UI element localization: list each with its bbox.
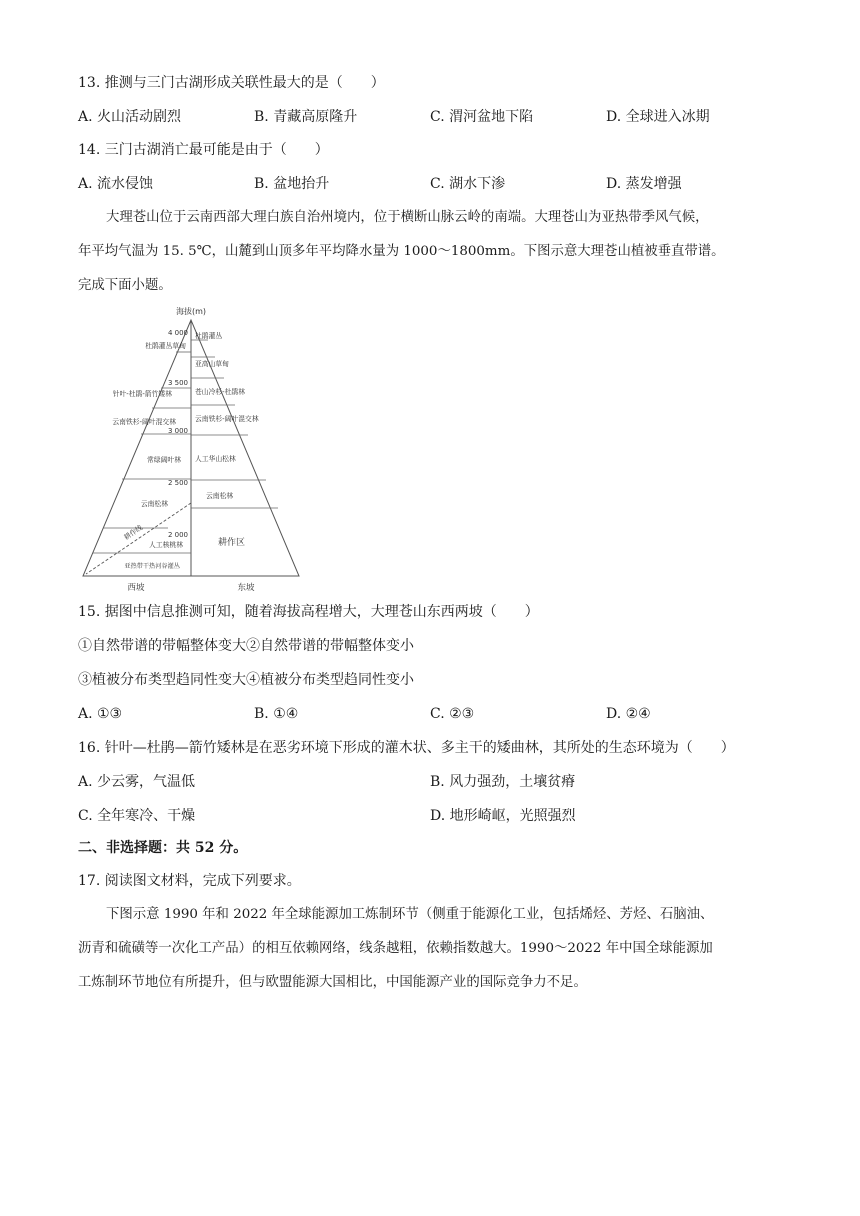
west-zone-label: 人工核桃林 — [149, 541, 183, 549]
material-line-3: 完成下面小题。 — [78, 278, 172, 293]
q14-option-d: D. 蒸发增强 — [606, 176, 682, 192]
q13-option-b: B. 青藏高原隆升 — [254, 109, 358, 125]
q13-option-d: D. 全球进入冰期 — [606, 109, 710, 125]
q17-line-2: 沥青和硫磺等一次化工产品）的相互依赖网络，线条越粗，依赖指数越大。1990～2022 年中国全球能源加 — [78, 941, 713, 956]
q15-stem: 15. 据图中信息推测可知，随着海拔高程增大，大理苍山东西两坡（ ） — [78, 604, 539, 620]
q13-option-a: A. 火山活动剧烈 — [78, 109, 182, 125]
east-zone-label: 云南铁杉-阔叶混交林 — [195, 415, 259, 423]
q15-option-d: D. ②④ — [606, 706, 651, 722]
west-slope-label: 西坡 — [127, 583, 145, 593]
west-zone-label: 云南松林 — [140, 500, 168, 508]
q15-option-b: B. ①④ — [254, 706, 299, 722]
vegetation-zonation-figure — [78, 300, 308, 600]
east-zone-label: 耕作区 — [218, 538, 246, 548]
q15-option-a: A. ①③ — [78, 706, 123, 722]
q15-option-c: C. ②③ — [430, 706, 475, 722]
q17-stem: 17. 阅读图文材料，完成下列要求。 — [78, 873, 301, 889]
q16-option-b: B. 风力强劲，土壤贫瘠 — [430, 774, 576, 790]
west-zone-label: 云南铁杉-阔叶混交林 — [112, 418, 176, 426]
q14-option-c: C. 湖水下渗 — [430, 176, 506, 192]
elevation-4000: 4 000 — [167, 329, 188, 337]
q16-stem: 16. 针叶—杜鹃—箭竹矮林是在恶劣环境下形成的灌木状、多主干的矮曲林，其所处的生态环境为（ ） — [78, 740, 735, 756]
east-slope-label: 东坡 — [237, 583, 255, 593]
q16-option-a: A. 少云雾，气温低 — [78, 774, 196, 790]
east-zone-label: 亚高山草甸 — [195, 360, 229, 368]
elevation-2000: 2 000 — [167, 531, 188, 539]
west-zone-label: 杜鹃灌丛草甸 — [145, 342, 186, 350]
east-zone-label: 人工华山松林 — [195, 455, 236, 463]
west-zone-label: 针叶-杜鹃-箭竹矮林 — [112, 390, 172, 398]
q16-option-d: D. 地形崎岖，光照强烈 — [430, 808, 576, 824]
section-2-title: 二、非选择题：共 52 分。 — [78, 840, 248, 856]
material-line-2: 年平均气温为 15. 5℃，山麓到山顶多年平均降水量为 1000～1800mm。下图示意大理苍山植被垂直带谱。 — [78, 244, 725, 259]
cultivation-line-label: 耕作线 — [122, 523, 145, 542]
q14-option-b: B. 盆地抬升 — [254, 176, 330, 192]
q16-option-c: C. 全年寒冷、干燥 — [78, 808, 196, 824]
west-zone-label: 常绿阔叶林 — [147, 456, 181, 464]
q13-option-c: C. 渭河盆地下陷 — [430, 109, 534, 125]
east-zone-label: 云南松林 — [206, 492, 234, 500]
elevation-3000: 3 000 — [167, 427, 188, 435]
material-line-1: 大理苍山位于云南西部大理白族自治州境内，位于横断山脉云岭的南端。大理苍山为亚热带季风气候， — [106, 210, 709, 225]
elevation-3500: 3 500 — [167, 379, 188, 387]
east-zone-label: 苍山冷杉-杜鹃林 — [195, 388, 246, 396]
q13-stem: 13. 推测与三门古湖形成关联性最大的是（ ） — [78, 75, 385, 91]
q15-statements-1: ①自然带谱的带幅整体变大②自然带谱的带幅整体变小 — [78, 638, 414, 654]
east-zone-label: 杜鹃灌丛 — [195, 332, 223, 340]
q17-line-1: 下图示意 1990 年和 2022 年全球能源加工炼制环节（侧重于能源化工业，包括烯烃、芳烃、石脑油、 — [106, 907, 714, 922]
west-zone-label: 亚热带干热河谷灌丛 — [124, 563, 180, 570]
q14-stem: 14. 三门古湖消亡最可能是由于（ ） — [78, 142, 329, 158]
q15-statements-2: ③植被分布类型趋同性变大④植被分布类型趋同性变小 — [78, 672, 414, 688]
q17-line-3: 工炼制环节地位有所提升，但与欧盟能源大国相比，中国能源产业的国际竞争力不足。 — [78, 975, 587, 990]
q14-option-a: A. 流水侵蚀 — [78, 176, 154, 192]
elevation-2500: 2 500 — [167, 479, 188, 487]
y-axis-label: 海拔(m) — [175, 307, 207, 316]
